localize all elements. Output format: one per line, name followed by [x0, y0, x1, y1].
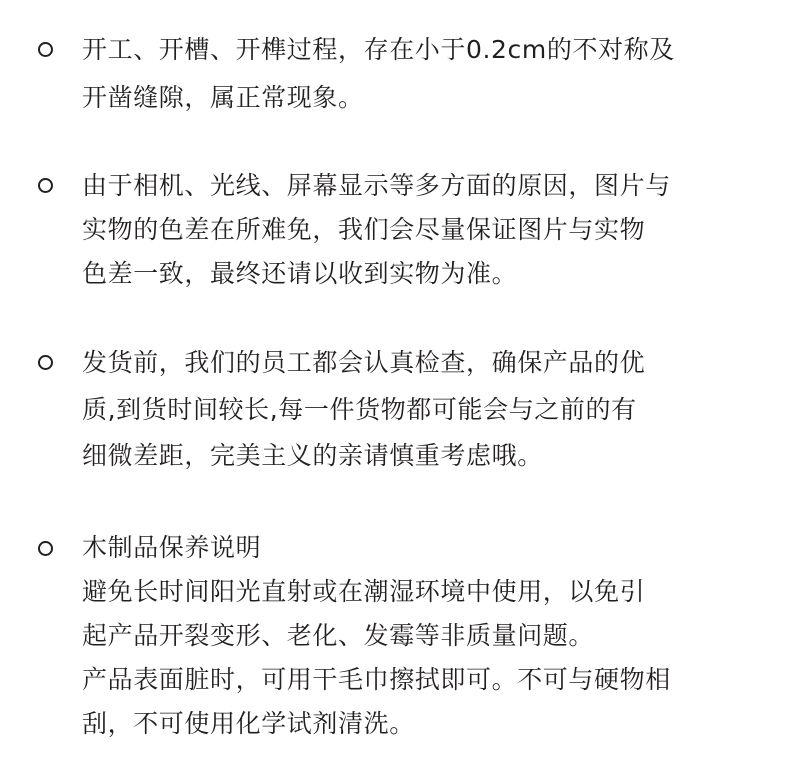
- notice-4-line-4: 刮，不可使用化学试剂清洗。: [82, 709, 415, 738]
- notice-3-line-1: 发货前，我们的员工都会认真检查，确保产品的优: [82, 348, 646, 377]
- notice-1-line-1: 开工、开槽、开榫过程，存在小于0.2cm的不对称及: [82, 35, 675, 64]
- notice-4-line-2: 起产品开裂变形、老化、发霉等非质量问题。: [82, 621, 595, 650]
- notice-3-line-2: 质,到货时间较长,每一件货物都可能会与之前的有: [82, 395, 637, 424]
- bullet-icon: [38, 178, 53, 193]
- notice-1-line-2: 开凿缝隙，属正常现象。: [82, 83, 364, 112]
- bullet-icon: [38, 355, 53, 370]
- care-instructions-title: 木制品保养说明: [82, 533, 262, 562]
- bullet-icon: [38, 42, 53, 57]
- notice-2-line-2: 实物的色差在所难免，我们会尽量保证图片与实物: [82, 215, 646, 244]
- notice-3-line-3: 细微差距，完美主义的亲请慎重考虑哦。: [82, 441, 543, 470]
- notice-4-line-1: 避免长时间阳光直射或在潮湿环境中使用，以免引: [82, 577, 646, 606]
- bullet-icon: [38, 541, 53, 556]
- notice-4-line-3: 产品表面脏时，可用干毛巾擦拭即可。不可与硬物相: [82, 665, 671, 694]
- notice-2-line-1: 由于相机、光线、屏幕显示等多方面的原因，图片与: [82, 171, 671, 200]
- notice-2-line-3: 色差一致，最终还请以收到实物为准。: [82, 259, 518, 288]
